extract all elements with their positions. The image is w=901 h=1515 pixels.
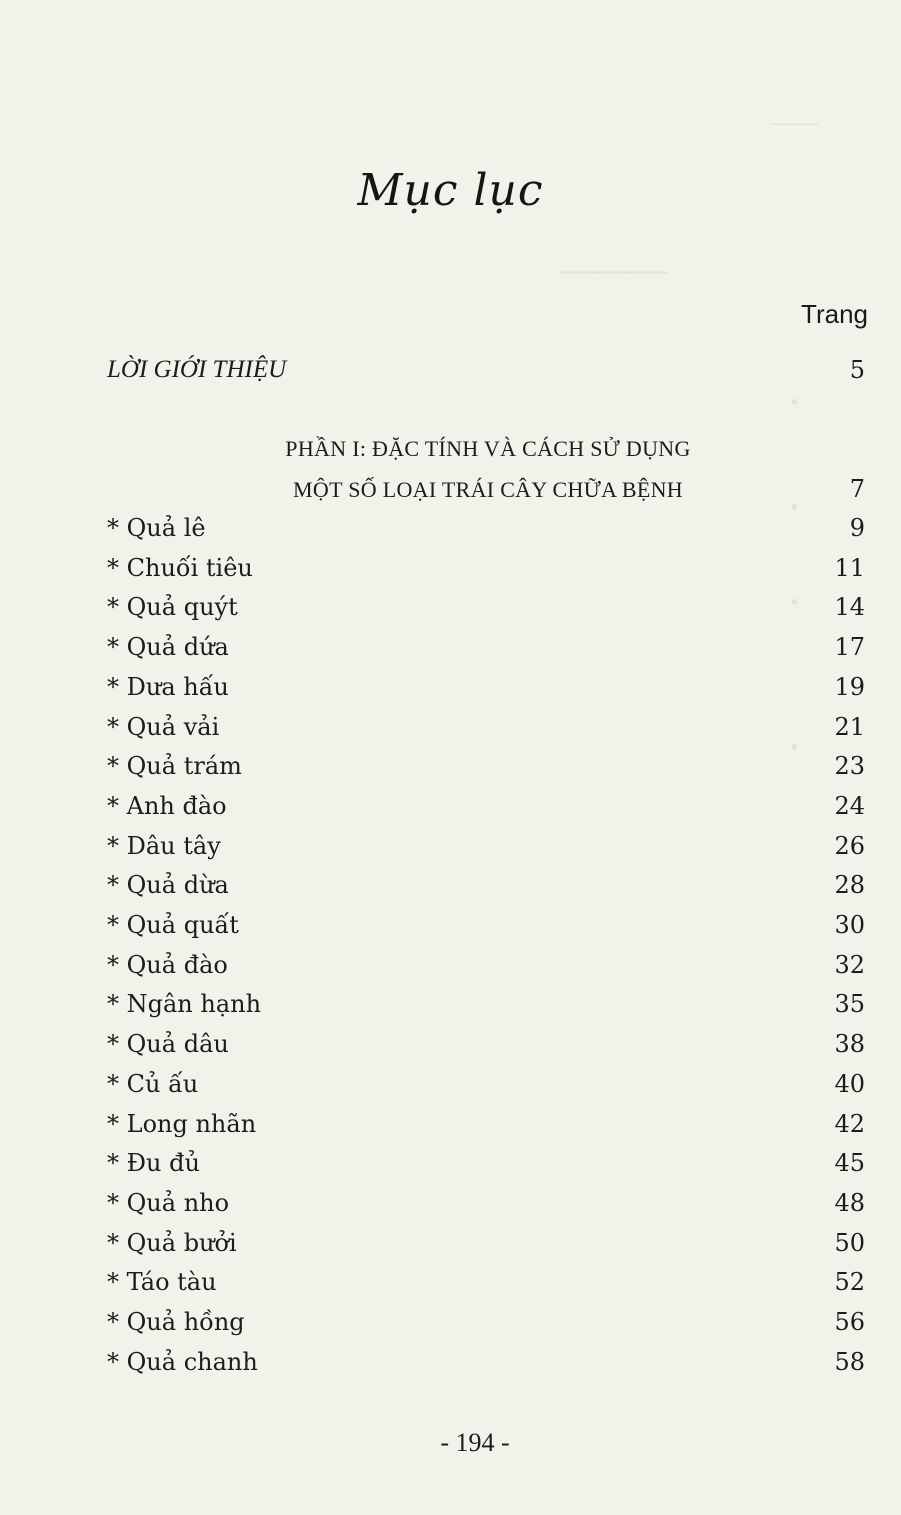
- toc-entry-page: 11: [834, 554, 865, 582]
- toc-entry-label: * Quả hồng: [107, 1308, 245, 1336]
- toc-entry-page: 30: [834, 911, 865, 939]
- toc-entry-label: * Quả nho: [107, 1189, 230, 1217]
- toc-entry-label: * Quả dứa: [107, 633, 229, 661]
- toc-entry-label: * Dâu tây: [107, 832, 221, 860]
- toc-entry[interactable]: [107, 988, 865, 1020]
- toc-entry-label: * Anh đào: [107, 792, 227, 820]
- toc-entry-page: 24: [834, 792, 865, 820]
- toc-entry[interactable]: [107, 1147, 865, 1179]
- toc-entry[interactable]: [107, 830, 865, 862]
- toc-entry-label: * Quả quýt: [107, 593, 238, 621]
- part-heading-line-1: PHẦN I: ĐẶC TÍNH VÀ CÁCH SỬ DỤNG: [285, 436, 691, 461]
- toc-entry-page: 56: [834, 1308, 865, 1336]
- toc-entry-page: 45: [834, 1149, 865, 1177]
- toc-entry-page: 42: [834, 1110, 865, 1138]
- toc-entry-label: * Ngân hạnh: [107, 990, 262, 1018]
- toc-entry[interactable]: [107, 711, 865, 743]
- toc-entry[interactable]: [107, 949, 865, 981]
- toc-entry-label: * Táo tàu: [107, 1268, 217, 1296]
- show-through-texture: •: [790, 495, 799, 521]
- toc-entry-label: LỜI GIỚI THIỆU: [107, 356, 287, 383]
- toc-entry-page: 23: [834, 752, 865, 780]
- toc-entry-label: * Long nhãn: [107, 1110, 257, 1138]
- show-through-texture: •: [790, 590, 799, 616]
- toc-entry[interactable]: [107, 671, 865, 703]
- toc-entry[interactable]: [107, 1108, 865, 1140]
- toc-entry[interactable]: [107, 1306, 865, 1338]
- toc-entry-page: 17: [834, 633, 865, 661]
- toc-entry-page: 19: [834, 673, 865, 701]
- page-title: Mục lục: [357, 165, 544, 216]
- toc-entry-page: 14: [834, 593, 865, 621]
- toc-entry-page: 35: [834, 990, 865, 1018]
- show-through-texture: •: [790, 735, 799, 761]
- toc-entry-label: * Dưa hấu: [107, 673, 229, 701]
- toc-entry-label: * Đu đủ: [107, 1149, 200, 1177]
- toc-entry-page: 50: [834, 1229, 865, 1257]
- page-number-footer: - 194 -: [440, 1428, 510, 1457]
- toc-entry-label: * Quả lê: [107, 514, 206, 542]
- toc-entry[interactable]: [107, 1068, 865, 1100]
- toc-entry-page: 28: [834, 871, 865, 899]
- part-heading-line-2: MỘT SỐ LOẠI TRÁI CÂY CHỮA BỆNH: [293, 477, 683, 502]
- toc-entry-page: 48: [834, 1189, 865, 1217]
- toc-entry-intro[interactable]: [107, 354, 865, 386]
- toc-entry-page: 7: [849, 475, 865, 503]
- toc-entry-label: * Quả vải: [107, 713, 220, 741]
- toc-entry[interactable]: [107, 591, 865, 623]
- toc-entry-label: * Quả quất: [107, 911, 239, 939]
- toc-entry-page: 9: [849, 514, 865, 542]
- toc-entry[interactable]: [107, 1187, 865, 1219]
- toc-entry[interactable]: [107, 1028, 865, 1060]
- toc-entry[interactable]: [107, 750, 865, 782]
- toc-entry[interactable]: [107, 631, 865, 663]
- toc-entry-page: 26: [834, 832, 865, 860]
- toc-entry-page: 32: [834, 951, 865, 979]
- toc-entry[interactable]: [107, 1266, 865, 1298]
- toc-entry[interactable]: [107, 552, 865, 584]
- toc-entry-label: * Quả dừa: [107, 871, 229, 899]
- toc-entry-page: 58: [834, 1348, 865, 1376]
- toc-entry[interactable]: [107, 1346, 865, 1378]
- toc-entry-label: * Chuối tiêu: [107, 554, 253, 582]
- toc-entry-page: 40: [834, 1070, 865, 1098]
- show-through-texture: ——: [770, 110, 818, 136]
- toc-entry-label: * Quả đào: [107, 951, 228, 979]
- toc-entry-page: 21: [834, 713, 865, 741]
- toc-entry-label: * Quả trám: [107, 752, 242, 780]
- toc-entry-page: 52: [834, 1268, 865, 1296]
- page-column-header: Trang: [801, 299, 868, 329]
- show-through-texture: •: [790, 390, 799, 416]
- toc-entry[interactable]: [107, 790, 865, 822]
- toc-entry[interactable]: [107, 869, 865, 901]
- toc-entry-page: 5: [849, 356, 865, 384]
- toc-entry-label: * Quả chanh: [107, 1348, 258, 1376]
- toc-entry[interactable]: [107, 512, 865, 544]
- toc-entry[interactable]: [107, 1227, 865, 1259]
- toc-entry-label: * Củ ấu: [107, 1070, 199, 1098]
- toc-entry-label: * Quả dâu: [107, 1030, 229, 1058]
- show-through-texture: ———: [560, 246, 667, 291]
- toc-entry[interactable]: [107, 909, 865, 941]
- toc-entry-page: 38: [834, 1030, 865, 1058]
- toc-entry-label: * Quả bưởi: [107, 1229, 237, 1257]
